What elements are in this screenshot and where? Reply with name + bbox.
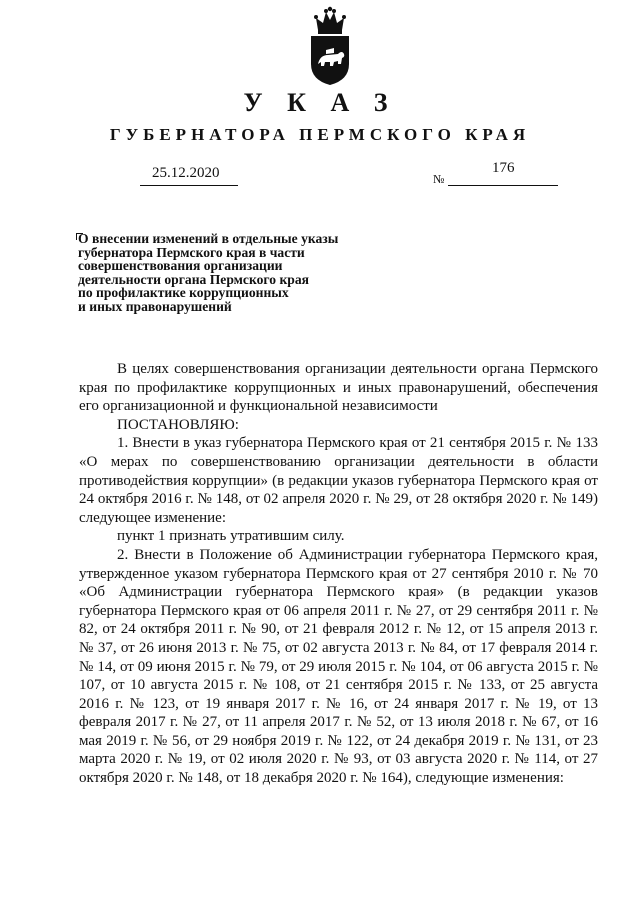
heading-line: губернатора Пермского края в части: [78, 244, 305, 260]
document-number: 176: [492, 160, 515, 176]
item-2-paragraph: 2. Внести в Положение об Администрации губернатора Пермского края, утвержденное указом губернатора Пермского края от 27 сентября 2010 г. № 70 «Об Администрации губернатора Пермского края» (в редакции указов губернатора Пермского края от 06 апреля 2011 г. № 27, от 29 сентября 2011 г. № 82, от 24 октября 2011 г. № 90, от 21 февраля 2012 г. № 12, от 15 апреля 2013 г. № 37, от 26 июня 2013 г. № 75, от 02 августа 2013 г. № 84, от 17 февраля 2014 г. № 14, от 09 июня 2015 г. № 79, от 29 июля 2015 г. № 104, от 06 августа 2015 г. № 107, от 10 августа 2015 г. № 108, от 21 сентября 2015 г. № 133, от 25 августа 2016 г. № 123, от 19 января 2017 г. № 16, от 24 января 2017 г. № 19, от 13 февраля 2017 г. № 27, от 11 апреля 2017 г. № 52, от 13 июля 2018 г. № 67, от 16 мая 2019 г. № 56, от 29 ноября 2019 г. № 122, от 24 декабря 2019 г. № 131, от 23 марта 2020 г. № 19, от 02 июля 2020 г. № 93, от 03 августа 2020 г. № 114, от 27 октября 2020 г. № 148, от 18 декабря 2020 г. № 164), следующие изменения:: [79, 546, 598, 787]
document-heading: [78, 232, 398, 313]
number-underline: [448, 185, 558, 186]
item-1-sub-paragraph: пункт 1 признать утратившим силу.: [117, 528, 345, 545]
heading-line: совершенствования организации: [78, 258, 283, 273]
item-1-paragraph: 1. Внести в указ губернатора Пермского края от 21 сентября 2015 г. № 133 «О мерах по совершенствованию организации деятельности в области противодействия коррупции» (в редакции указов губернатора Пермского края от 24 октября 2016 г. № 148, от 02 апреля 2020 г. № 29, от 28 октября 2020 г. № 149) следующее изменение:: [79, 435, 598, 526]
decree-word: ПОСТАНОВЛЯЮ:: [117, 416, 239, 433]
date-underline: [140, 185, 238, 186]
number-label: №: [433, 172, 445, 186]
intro-paragraph: В целях совершенствования организации деятельности органа Пермского края по профилактике коррупционных и иных правонарушений, обеспечения его организационной и функциональной независимости: [79, 361, 598, 415]
coat-of-arms-icon: [304, 6, 356, 86]
document-title: У К А З: [243, 88, 397, 117]
document-subtitle: ГУБЕРНАТОРА ПЕРМСКОГО КРАЯ: [109, 125, 531, 144]
heading-line: деятельности органа Пермского края: [78, 271, 309, 287]
heading-line: и иных правонарушений: [78, 298, 232, 314]
heading-line: по профилактике коррупционных: [78, 285, 289, 300]
document-date: 25.12.2020: [152, 165, 220, 181]
document-body: [79, 360, 598, 788]
heading-line: О внесении изменений в отдельные указы: [78, 231, 339, 246]
